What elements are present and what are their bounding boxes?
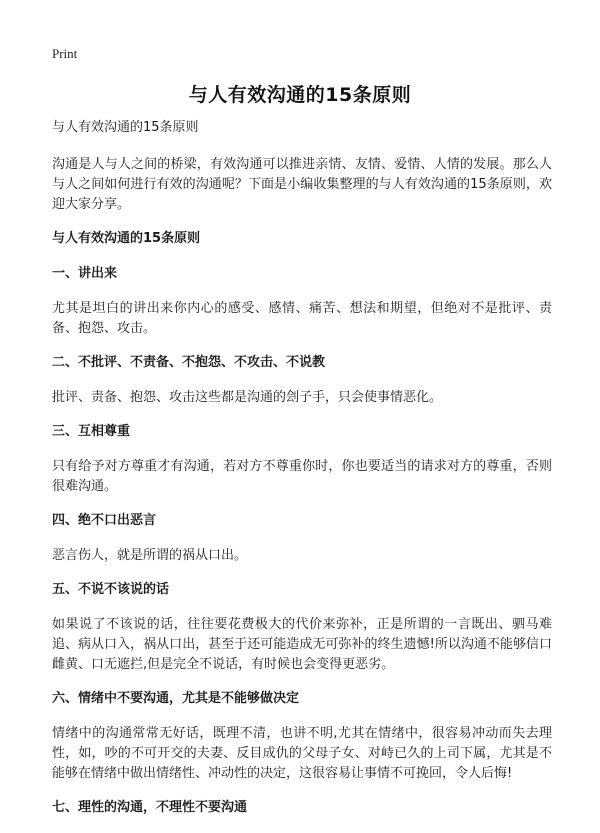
article-subtitle: 与人有效沟通的15条原则 — [52, 120, 199, 135]
section-body: 批评、责备、抱怨、攻击这些都是沟通的刽子手，只会使事情恶化。 — [52, 390, 443, 405]
section-body: 情绪中的沟通常常无好话，既理不清，也讲不明,尤其在情绪中，很容易冲动而失去理性，如，吵的不可开交的夫妻、反目成仇的父母子女、对峙已久的上司下属，尤其是不能够在情绪中做出情绪性、冲动性的决定，这很容易让事情不可挽回，令人后悔! — [52, 726, 552, 781]
section-body: 恶言伤人，就是所谓的祸从口出。 — [52, 548, 248, 563]
section-7 — [52, 798, 552, 818]
section-5 — [52, 580, 552, 675]
list-heading: 与人有效沟通的15条原则 — [52, 231, 201, 246]
section-1 — [52, 264, 552, 339]
section-2 — [52, 353, 552, 408]
section-body: 只有给予对方尊重才有沟通，若对方不尊重你时，你也要适当的请求对方的尊重，否则很难沟通。 — [52, 459, 552, 494]
page-title: 与人有效沟通的15条原则 — [188, 84, 412, 106]
section-heading: 三、互相尊重 — [52, 424, 131, 439]
section-heading: 一、讲出来 — [52, 266, 118, 281]
intro-paragraph: 沟通是人与人之间的桥梁，有效沟通可以推进亲情、友情、爱情、人情的发展。那么人与人之间如何进行有效的沟通呢？下面是小编收集整理的与人有效沟通的15条原则，欢迎大家分享。 — [52, 157, 552, 212]
section-heading: 二、不批评、不责备、不抱怨、不攻击、不说教 — [52, 355, 326, 370]
section-6 — [52, 689, 552, 784]
section-body: 尤其是坦白的讲出来你内心的感受、感情、痛苦、想法和期望，但绝对不是批评、责备、抱怨、攻击。 — [52, 301, 552, 336]
section-heading: 七、理性的沟通，不理性不要沟通 — [52, 800, 248, 815]
section-body: 如果说了不该说的话，往往要花费极大的代价来弥补，正是所谓的一言既出、驷马难追、病从口入，祸从口出，甚至于还可能造成无可弥补的终生遗憾!所以沟通不能够信口雌黄、口无遮拦,但是完全不说话，有时候也会变得更恶劣。 — [52, 617, 552, 672]
article-body — [52, 118, 552, 833]
section-heading: 五、不说不该说的话 — [52, 582, 170, 597]
section-3 — [52, 422, 552, 497]
section-4 — [52, 511, 552, 566]
section-heading: 六、情绪中不要沟通，尤其是不能够做决定 — [52, 691, 300, 706]
section-heading: 四、绝不口出恶言 — [52, 513, 157, 528]
print-link[interactable]: Print — [52, 46, 78, 61]
